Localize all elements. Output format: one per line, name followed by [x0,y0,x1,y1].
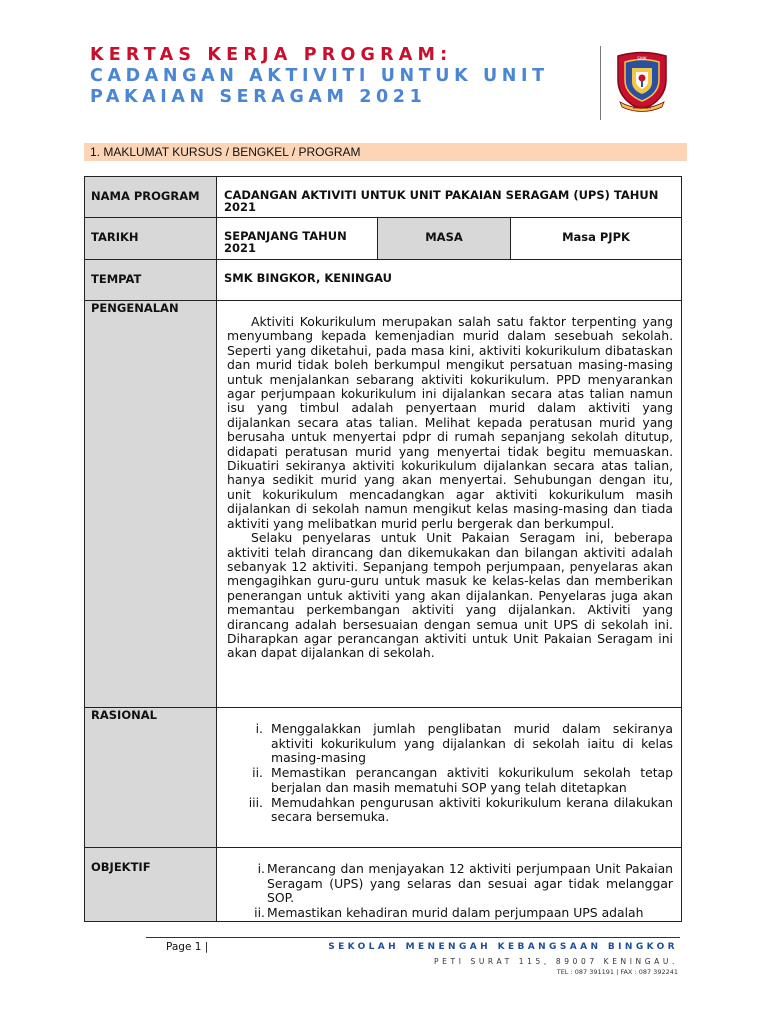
value-tarikh: SEPANJANG TAHUN 2021 [217,218,378,260]
title-line-1: KERTAS KERJA PROGRAM: [90,45,453,65]
logo-text-top: SMK [637,57,647,62]
objektif-item: i. Merancang dan menjayakan 12 aktiviti perjumpaan Unit Pakaian Seragam (UPS) yang selaras dan sesuai agar tidak melanggar SOP. [257,861,674,906]
logo-text-bottom: BINGKOR [632,105,652,110]
value-tempat: SMK BINGKOR, KENINGAU [217,260,682,301]
objektif-item: ii. Memastikan kehadiran murid dalam perjumpaan UPS adalah [254,905,644,921]
footer-divider [146,937,680,938]
pengenalan-paragraph-2: Selaku penyelaras untuk Unit Pakaian Seragam ini, beberapa aktiviti telah dirancang dan dikemukakan dan bilangan aktiviti adalah sebanyak 12 aktiviti. Sepanjang tempoh perjumpaan, penyelaras akan mengagihkan guru-guru untuk masuk ke kelas-kelas dan memberikan penerangan untuk aktiviti yang akan dijalankan. Penyelaras juga akan memantau perkembangan aktiviti yang dijalankan. Aktiviti yang dirancang adalah bersesuaian dengan semua unit UPS di sekolah ini. Diharapkan agar perancangan aktiviti untuk Unit Pakaian Seragam ini akan dapat dijalankan di sekolah. [227,530,674,661]
program-info-table [84,176,682,922]
title-line-2: CADANGAN AKTIVITI UNTUK UNIT [90,66,549,86]
rasional-list [217,708,681,825]
value-rasional [217,708,682,848]
rasional-item: iii. Memudahkan pengurusan aktiviti kokurikulum kerana dilakukan secara bersemuka. [248,794,674,825]
rasional-item: i. Menggalakkan jumlah penglibatan murid dalam sekiranya aktiviti kokurikulum yang dijalankan di sekolah iaitu di kelas masing-masing [255,721,674,766]
row-pengenalan [85,301,682,708]
label-pengenalan: PENGENALAN [85,301,217,708]
footer-school-name: SEKOLAH MENENGAH KEBANGSAAN BINGKOR [328,942,678,952]
label-objektif: OBJEKTIF [85,848,217,922]
label-tempat: TEMPAT [85,260,217,301]
document-header [90,44,590,108]
footer-address: PETI SURAT 115, 89007 KENINGAU. [434,957,678,966]
label-nama-program: NAMA PROGRAM [85,177,217,218]
pengenalan-paragraph-1: Aktiviti Kokurikulum merupakan salah satu faktor terpenting yang menyumbang kepada kemenjadian murid dalam sesebuah sekolah. Seperti yang diketahui, pada masa kini, aktiviti kokurikulum dibataskan dan murid tidak boleh berkumpul mengikut persatuan masing-masing untuk menjalankan sebarang aktiviti kokurikulum. PPD menyarankan agar perjumpaan kokurikulum ini dijalankan secara atas talian namun isu yang timbul adalah penyertaan murid dalam aktiviti yang dijalankan secara atas talian. Melihat kepada peratusan murid yang berusaha untuk menyertai pdpr di rumah sepanjang sekolah ditutup, didapati peratusan murid yang menyertai tidak begitu memuaskan. Dikuatiri sekiranya aktiviti kokurikulum dijalankan secara atas talian, hanya sedikit murid yang akan menyertai. Sehubungan dengan itu, unit kokurikulum mencadangkan agar aktiviti kokurikulum masih dijalankan di sekolah namun mengikut kelas masing-masing dan tiada aktiviti yang melibatkan murid perlu bergerak dan berkumpul. [227,314,674,531]
row-objektif [85,848,682,922]
value-objektif [217,848,682,922]
label-tarikh: TARIKH [85,218,217,260]
page-number: Page 1 | [166,941,209,953]
section-heading: 1. MAKLUMAT KURSUS / BENGKEL / PROGRAM [84,143,687,161]
row-rasional [85,708,682,848]
row-nama-program [85,177,682,218]
label-masa: MASA [378,218,511,260]
value-pengenalan [217,301,682,708]
value-nama-program: CADANGAN AKTIVITI UNTUK UNIT PAKAIAN SERAGAM (UPS) TAHUN 2021 [217,177,682,218]
label-rasional: RASIONAL [85,708,217,848]
title-line-3: PAKAIAN SERAGAM 2021 [90,87,427,107]
footer-tel-fax: TEL : 087 391191 | FAX : 087 392241 [556,968,678,976]
value-masa: Masa PJPK [511,218,682,260]
objektif-list [217,848,681,921]
school-crest-logo [612,50,672,112]
header-divider [600,46,601,120]
row-tarikh [85,218,682,260]
rasional-item: ii. Memastikan perancangan aktiviti kokurikulum sekolah tetap berjalan dan masih mematuhi SOP yang telah ditetapkan [252,765,674,795]
row-tempat [85,260,682,301]
